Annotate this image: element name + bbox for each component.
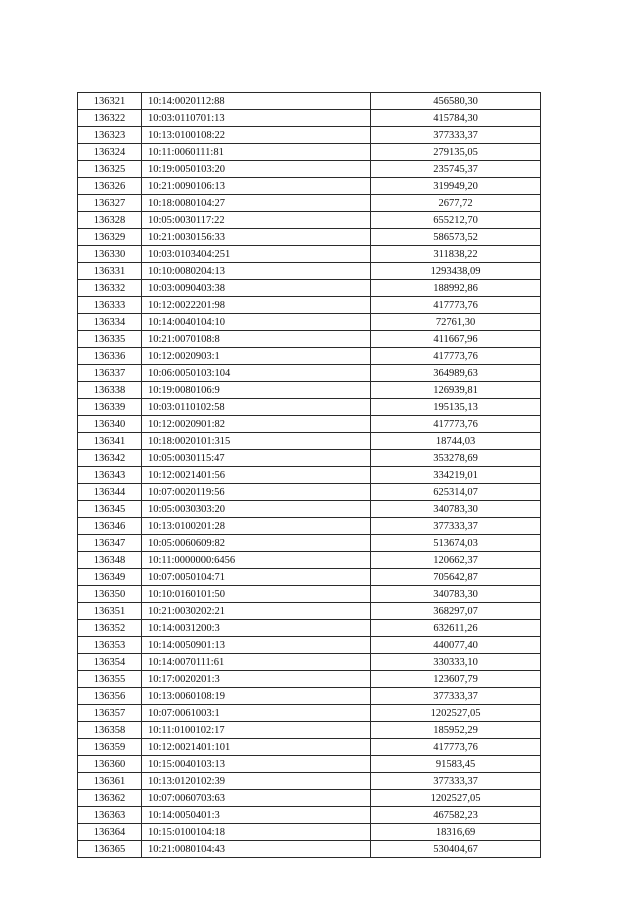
row-number-cell: 136344 [78,484,142,501]
row-number-cell: 136339 [78,399,142,416]
amount-cell: 185952,29 [371,722,541,739]
amount-cell: 417773,76 [371,348,541,365]
cadastral-number-cell: 10:19:0080106:9 [142,382,371,399]
cadastral-number-cell: 10:07:0050104:71 [142,569,371,586]
cadastral-number-cell: 10:14:0050901:13 [142,637,371,654]
row-number-cell: 136327 [78,195,142,212]
amount-cell: 415784,30 [371,110,541,127]
amount-cell: 1293438,09 [371,263,541,280]
cadastral-number-cell: 10:18:0080104:27 [142,195,371,212]
row-number-cell: 136322 [78,110,142,127]
row-number-cell: 136362 [78,790,142,807]
table-row [78,790,541,807]
table-row [78,93,541,110]
row-number-cell: 136324 [78,144,142,161]
cadastral-number-cell: 10:11:0060111:81 [142,144,371,161]
row-number-cell: 136358 [78,722,142,739]
table-row [78,756,541,773]
row-number-cell: 136345 [78,501,142,518]
row-number-cell: 136338 [78,382,142,399]
cadastral-number-cell: 10:10:0160101:50 [142,586,371,603]
amount-cell: 235745,37 [371,161,541,178]
amount-cell: 340783,30 [371,501,541,518]
row-number-cell: 136347 [78,535,142,552]
amount-cell: 530404,67 [371,841,541,858]
cadastral-number-cell: 10:12:0021401:101 [142,739,371,756]
table-row [78,433,541,450]
row-number-cell: 136359 [78,739,142,756]
cadastral-number-cell: 10:14:0031200:3 [142,620,371,637]
row-number-cell: 136323 [78,127,142,144]
row-number-cell: 136365 [78,841,142,858]
row-number-cell: 136356 [78,688,142,705]
table-row [78,773,541,790]
cadastral-number-cell: 10:21:0030156:33 [142,229,371,246]
table-row [78,399,541,416]
cadastral-number-cell: 10:12:0020901:82 [142,416,371,433]
row-number-cell: 136353 [78,637,142,654]
cadastral-number-cell: 10:14:0070111:61 [142,654,371,671]
table-row [78,280,541,297]
table-row [78,314,541,331]
table-row [78,722,541,739]
cadastral-number-cell: 10:15:0040103:13 [142,756,371,773]
cadastral-number-cell: 10:21:0080104:43 [142,841,371,858]
row-number-cell: 136333 [78,297,142,314]
amount-cell: 368297,07 [371,603,541,620]
table-row [78,620,541,637]
cadastral-number-cell: 10:06:0050103:104 [142,365,371,382]
amount-cell: 334219,01 [371,467,541,484]
table-row [78,841,541,858]
table-row [78,603,541,620]
row-number-cell: 136337 [78,365,142,382]
row-number-cell: 136335 [78,331,142,348]
cadastral-number-cell: 10:13:0100108:22 [142,127,371,144]
row-number-cell: 136336 [78,348,142,365]
amount-cell: 72761,30 [371,314,541,331]
cadastral-number-cell: 10:05:0030303:20 [142,501,371,518]
row-number-cell: 136332 [78,280,142,297]
table-row [78,144,541,161]
amount-cell: 126939,81 [371,382,541,399]
table-row [78,161,541,178]
row-number-cell: 136329 [78,229,142,246]
cadastral-number-cell: 10:15:0100104:18 [142,824,371,841]
table-row [78,535,541,552]
table-row [78,365,541,382]
cadastral-number-cell: 10:05:0060609:82 [142,535,371,552]
cadastral-number-cell: 10:12:0020903:1 [142,348,371,365]
row-number-cell: 136360 [78,756,142,773]
amount-cell: 625314,07 [371,484,541,501]
row-number-cell: 136325 [78,161,142,178]
amount-cell: 417773,76 [371,297,541,314]
amount-cell: 340783,30 [371,586,541,603]
table-row [78,416,541,433]
amount-cell: 467582,23 [371,807,541,824]
amount-cell: 279135,05 [371,144,541,161]
row-number-cell: 136342 [78,450,142,467]
row-number-cell: 136361 [78,773,142,790]
table-row [78,297,541,314]
amount-cell: 513674,03 [371,535,541,552]
amount-cell: 18316,69 [371,824,541,841]
cadastral-number-cell: 10:14:0020112:88 [142,93,371,110]
amount-cell: 2677,72 [371,195,541,212]
cadastral-number-cell: 10:13:0120102:39 [142,773,371,790]
row-number-cell: 136354 [78,654,142,671]
table-row [78,501,541,518]
row-number-cell: 136343 [78,467,142,484]
row-number-cell: 136328 [78,212,142,229]
row-number-cell: 136346 [78,518,142,535]
table-body [78,93,541,858]
row-number-cell: 136348 [78,552,142,569]
amount-cell: 411667,96 [371,331,541,348]
table-row [78,127,541,144]
cadastral-number-cell: 10:03:0090403:38 [142,280,371,297]
cadastral-number-cell: 10:13:0060108:19 [142,688,371,705]
amount-cell: 377333,37 [371,518,541,535]
table-row [78,824,541,841]
table-row [78,178,541,195]
cadastral-number-cell: 10:17:0020201:3 [142,671,371,688]
amount-cell: 440077,40 [371,637,541,654]
cadastral-number-cell: 10:12:0021401:56 [142,467,371,484]
row-number-cell: 136340 [78,416,142,433]
table-row [78,484,541,501]
table-row [78,671,541,688]
amount-cell: 377333,37 [371,773,541,790]
table-row [78,705,541,722]
row-number-cell: 136321 [78,93,142,110]
table-row [78,331,541,348]
table-row [78,552,541,569]
amount-cell: 330333,10 [371,654,541,671]
cadastral-number-cell: 10:14:0050401:3 [142,807,371,824]
amount-cell: 91583,45 [371,756,541,773]
row-number-cell: 136341 [78,433,142,450]
cadastral-number-cell: 10:07:0061003:1 [142,705,371,722]
row-number-cell: 136350 [78,586,142,603]
row-number-cell: 136364 [78,824,142,841]
table-row [78,263,541,280]
cadastral-number-cell: 10:03:0103404:251 [142,246,371,263]
cadastral-number-cell: 10:18:0020101:315 [142,433,371,450]
row-number-cell: 136352 [78,620,142,637]
amount-cell: 311838,22 [371,246,541,263]
cadastral-number-cell: 10:10:0080204:13 [142,263,371,280]
row-number-cell: 136331 [78,263,142,280]
cadastral-number-cell: 10:07:0060703:63 [142,790,371,807]
amount-cell: 377333,37 [371,127,541,144]
amount-cell: 417773,76 [371,739,541,756]
row-number-cell: 136349 [78,569,142,586]
amount-cell: 1202527,05 [371,705,541,722]
cadastral-number-cell: 10:13:0100201:28 [142,518,371,535]
table-row [78,654,541,671]
row-number-cell: 136330 [78,246,142,263]
table-row [78,569,541,586]
table-row [78,467,541,484]
row-number-cell: 136357 [78,705,142,722]
table-row [78,739,541,756]
amount-cell: 586573,52 [371,229,541,246]
amount-cell: 18744,03 [371,433,541,450]
row-number-cell: 136355 [78,671,142,688]
row-number-cell: 136326 [78,178,142,195]
table-row [78,348,541,365]
cadastral-number-cell: 10:21:0030202:21 [142,603,371,620]
cadastral-number-cell: 10:05:0030117:22 [142,212,371,229]
amount-cell: 1202527,05 [371,790,541,807]
amount-cell: 195135,13 [371,399,541,416]
cadastral-number-cell: 10:19:0050103:20 [142,161,371,178]
amount-cell: 632611,26 [371,620,541,637]
cadastral-number-cell: 10:21:0090106:13 [142,178,371,195]
cadastral-number-cell: 10:03:0110701:13 [142,110,371,127]
table-row [78,807,541,824]
table-row [78,229,541,246]
cadastral-value-table [77,92,541,858]
cadastral-number-cell: 10:05:0030115:47 [142,450,371,467]
amount-cell: 353278,69 [371,450,541,467]
amount-cell: 377333,37 [371,688,541,705]
table-row [78,637,541,654]
amount-cell: 120662,37 [371,552,541,569]
row-number-cell: 136351 [78,603,142,620]
cadastral-number-cell: 10:11:0000000:6456 [142,552,371,569]
amount-cell: 655212,70 [371,212,541,229]
table-row [78,688,541,705]
amount-cell: 364989,63 [371,365,541,382]
amount-cell: 319949,20 [371,178,541,195]
table-row [78,586,541,603]
cadastral-number-cell: 10:07:0020119:56 [142,484,371,501]
table-row [78,246,541,263]
amount-cell: 123607,79 [371,671,541,688]
amount-cell: 417773,76 [371,416,541,433]
amount-cell: 456580,30 [371,93,541,110]
amount-cell: 188992,86 [371,280,541,297]
table-row [78,110,541,127]
table-row [78,518,541,535]
row-number-cell: 136334 [78,314,142,331]
table-row [78,450,541,467]
table-row [78,382,541,399]
amount-cell: 705642,87 [371,569,541,586]
cadastral-number-cell: 10:21:0070108:8 [142,331,371,348]
cadastral-number-cell: 10:12:0022201:98 [142,297,371,314]
cadastral-number-cell: 10:03:0110102:58 [142,399,371,416]
row-number-cell: 136363 [78,807,142,824]
table-row [78,195,541,212]
table-row [78,212,541,229]
cadastral-number-cell: 10:11:0100102:17 [142,722,371,739]
cadastral-number-cell: 10:14:0040104:10 [142,314,371,331]
